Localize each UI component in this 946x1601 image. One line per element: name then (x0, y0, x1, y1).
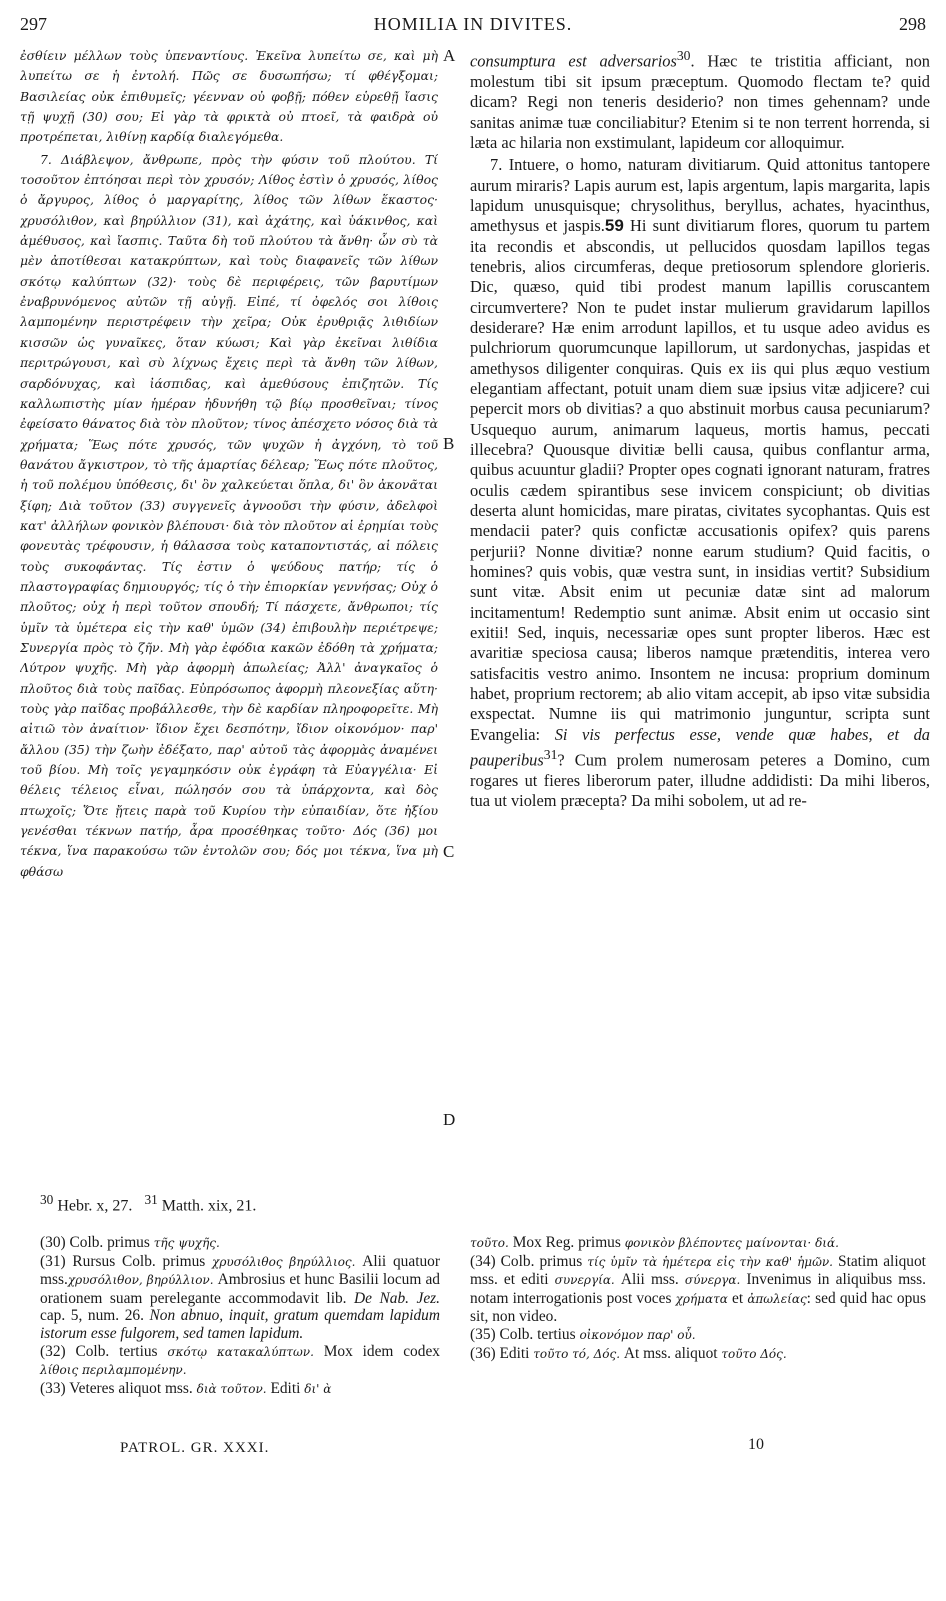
footnote-ref-31: 31 (543, 747, 558, 763)
latin-quote-2: Si vis perfectus esse, vende quæ habes, et da pauperibus (470, 724, 930, 770)
footnote-31-number: 31 (144, 1192, 158, 1207)
sheet-number: 10 (748, 1436, 764, 1453)
note-32: (32) Colb. tertius σκότῳ κατακαλύπτων. Mox idem codex λίθοις περιλαμπομένην. (40, 1342, 440, 1378)
scripture-footnotes (40, 1192, 440, 1215)
running-title: HOMILIA IN DIVITES. (373, 14, 573, 34)
note-36: (36) Editi τοῦτο τό, Δός. At mss. aliquot τοῦτο Δός. (470, 1344, 787, 1362)
latin-column (470, 46, 930, 1178)
latin-text-2b: Hi sunt divitiarum flores, quorum tu partem ita recondis et abscondis, ut pellucidos quosdam lapillos tegas tenebris, alios circumferas, deque pretiosorum splendore glorieris. Dic, quæso, quid tibi prodest manum lapillis coruscantem circumvertere? Non te pudet instar mulierum gravidarum lapillos desiderare? Hæ enim arrodunt lapillos, et tu usque adeo avidus es pulchriorum quorumcunque lapillorum, ut sardonychas, jaspidas et amethysos diligenter conquiras. Quis ex iis qui plus æquo vestium elegantiam affectant, potuit unam diem suæ ipsius vitæ adjicere? cui pepercit mors ob divitias? a quo abstinuit morbus causa pecuniarum? Usquequo aurum, animarum laqueus, mortis hamus, peccati illecebra? Quousque divitiæ belli causa, quibus conflantur arma, quibus acuuntur gladii? Propter opes cognati ignorant naturam, fratres oculis cædem spirantibus sese invicem conspiciunt; ob divitias deserta alunt homicidas, mare piratas, civitates sycophantas. Quis est mendacii pater? quis confictæ accusationis opifex? quis parens perjurii? Nonne divitiæ? nonne earum studium? Quid facitis, o homines? quis vobis, quæ vestra sunt, in insidias vertit? Subsidium sunt vitæ. Absit enim ut pecuniæ datæ sint ad malorum incitamentum! Redemptio sunt animæ. Absit enim ut occasio sint exitii! Sed, inquis, necessariæ opes sunt propter liberos. Hæc est avaritiæ speciosa causa; liberos namque prætenditis, interea vero satisfacitis vestro animo. Insontem ne incusa: proprium dominum habet, proprium rectorem; ab alio vitam accepit, ab ipso vitæ subsidia exspectat. Numne iis qui matrimonio junguntur, scripta sunt Evangelia: (470, 216, 930, 744)
footnote-30-number: 30 (40, 1192, 54, 1207)
note-34: (34) Colb. primus τίς ὑμῖν τὰ ἡμέτερα εἰς τὴν καθ' ἡμῶν. Statim aliquot mss. et editi συνεργία. Alii mss. σύνεργα. Invenimus in aliquibus mss. notam interrogationis post voces χρήματα et ἀπωλείας: sed quid hac opus sit, non video. (470, 1252, 926, 1326)
critical-notes-right (470, 1234, 926, 1363)
greek-column (20, 46, 438, 1178)
margin-letter-b: B (443, 434, 455, 453)
latin-paragraph-2 (470, 155, 930, 811)
latin-quote-1: consumptura est adversarios (470, 51, 677, 71)
note-35: (35) Colb. tertius οἰκονόμον παρ' οὗ. (470, 1325, 696, 1343)
note-33-cont: τοῦτο. Mox Reg. primus φονικὸν βλέποντες μαίνονται· διά. (470, 1234, 839, 1251)
note-31: (31) Rursus Colb. primus χρυσόλιθος βηρύλλιος. Alii quatuor mss.χρυσόλιθον, βηρύλλιον. Ambrosius et hunc Basilii locum ad orationem suam perelegante accommodavit lib. De Nab. Jez. cap. 5, num. 26. Non abnuo, inquit, gratum quemdam lapidum istorum esse fulgorem, sed tamen lapidum. (40, 1252, 440, 1342)
greek-paragraph-2: 7. Διάβλεψον, ἄνθρωπε, πρὸς τὴν φύσιν τοῦ πλούτου. Τί τοσοῦτον ἐπτόησαι περὶ τὸν χρυσόν; Λίθος ἐστὶν ὁ χρυσός, λίθος ὁ ἄργυρος, λίθος ὁ μαργαρίτης, λίθος τῶν λίθων ἕκαστος· χρυσόλιθον, καὶ βηρύλλιον (31), καὶ ἀχάτης, καὶ ὑάκινθος, καὶ ἀμέθυσος, καὶ ἴασπις. Ταῦτα δὴ τοῦ πλούτου τὰ ἄνθη· ὧν σὺ τὰ μὲν ἀποτίθεσαι κατακρύπτων, καὶ τοὺς διαφανεῖς τῶν λίθων σκότῳ καλύπτων (32)· τοὺς δὲ περιφέρεις, τῶν βαρυτίμων ἐναβρυνόμενος αὐτῶν τῇ αὐγῇ. Εἰπέ, τί ὀφελός σοι λίθοις λαμπομένην περιστρέφειν τὴν χεῖρα; Οὐκ ἐρυθριᾷς λιθιδίων κισσῶν ὡς γυναῖκες, ὅταν κύωσι; Καὶ γὰρ ἐκεῖναι λιθίδια περιτρώγουσι, καὶ σὺ λίχνως ἔχεις περὶ τὰ ἄνθη τῶν λίθων, σαρδόνυχας, καὶ ἰάσπιδας, καὶ ἀμεθύσους ἐπιζητῶν. Τίς καλλωπιστὴς μίαν ἡμέραν ἠδυνήθη τῷ βίῳ προσθεῖναι; τίνος ἐφείσατο θάνατος διὰ τὸν πλοῦτον; τίνος ἀπέσχετο νόσος διὰ τὰ χρήματα; Ἕως πότε χρυσός, τῶν ψυχῶν ἡ ἀγχόνη, τὸ τοῦ θανάτου ἄγκιστρον, τὸ τῆς ἁμαρτίας δέλεαρ; Ἕως πότε πλοῦτος, ἡ τοῦ πολέμου ὑπόθεσις, δι' ὃν χαλκεύεται ὅπλα, δι' ὃν ἀκονᾶται ξίφη; Διὰ τοῦτον (33) συγγενεῖς ἀγνοοῦσι τὴν φύσιν, ἀδελφοὶ κατ' ἀλλήλων φονικὸν βλέπουσι· διὰ τὸν πλοῦτον αἱ ἐρημίαι τοὺς φονευτὰς τρέφουσιν, ἡ θάλασσα τοὺς καταποντιστάς, αἱ πόλεις τοὺς συκοφάντας. Τίς ἐστιν ὁ ψεύδους πατήρ; τίς ὁ πλαστογραφίας δημιουργός; τίς ὁ τὴν ἐπιορκίαν γεννήσας; Οὐχ ὁ πλοῦτος; οὐχ ἡ περὶ τοῦτον σπουδή; Τί πάσχετε, ἄνθρωποι; τίς ὑμῖν τὰ ὑμέτερα εἰς τὴν καθ' ὑμῶν (34) ἐπιβουλὴν περιέτρεψε; Συνεργία πρὸς τὸ ζῆν. Μὴ γὰρ ἐφόδια κακῶν ἐδόθη τὰ χρήματα; Λύτρον ψυχῆς. Μὴ γὰρ ἀφορμὴ ἀπωλείας; Ἀλλ' ἀναγκαῖος ὁ πλοῦτος διὰ τοὺς παῖδας. Εὐπρόσωπος ἀφορμὴ πλεονεξίας αὕτη· τοὺς γὰρ παῖδας προβάλλεσθε, τὴν δὲ καρδίαν πληροφορεῖτε. Μὴ αἰτιῶ τὸν ἀναίτιον· ἴδιον ἔχει δεσπότην, ἴδιον οἰκονόμον· παρ' ἄλλου (35) τὴν ζωὴν ἐδέξατο, παρ' αὐτοῦ τὰς ἀφορμὰς ἀναμένει τοῦ βίου. Μὴ τοῖς γεγαμηκόσιν οὐκ ἐγράφη τὰ Εὐαγγέλια· Εἰ θέλεις τέλειος εἶναι, πώλησόν σου τὰ ὑπάρχοντα, καὶ δὸς πτωχοῖς; Ὅτε ᾔτεις παρὰ τοῦ Κυρίου τὴν εὐπαιδίαν, ὅτε ἠξίου γενέσθαι τέκνων πατήρ, ἆρα προσέθηκας τοῦτο· Δός (36) μοι τέκνα, ἵνα παρακούσω τῶν ἐντολῶν σου; δός μοι τέκνα, ἵνα μὴ φθάσω (20, 151, 438, 879)
footnote-31-text: Matth. xix, 21. (161, 1197, 257, 1215)
running-header (20, 14, 926, 38)
page-number-right: 298 (899, 14, 926, 34)
footnote-30-text: Hebr. x, 27. (57, 1197, 133, 1215)
latin-text-2a: 7. Intuere, o homo, naturam divitiarum. Quid attonitus tantopere aurum miraris? Lapis aurum est, lapis argentum, lapis margarita, lapis lapidum unusquisque; chrysolithus, beryllus, achates, hyacinthus, amethysus et jaspis. (470, 155, 930, 236)
footnote-ref-30: 30 (676, 48, 691, 63)
printer-signature: PATROL. GR. XXXI. (120, 1440, 270, 1456)
margin-letter-c: C (443, 842, 455, 861)
latin-text-1: . Hæc te tristitia afficiant, non molestum tibi sit ipsum præceptum. Quomodo flectam te? quid dicam? Regi non teneris desiderio? non times gehennam? unde sanitas animæ tuæ conciliabitur? Etenim si te non terrent horrenda, si læta ac hilaria non exstimulant, lapideum cor alloquimur. (470, 51, 930, 152)
latin-text-2c: ? Cum prolem numerosam peteres a Domino, cum rogares ut fieres liberorum pater, illudne addidisti: Da mihi liberos, tua ut violem præcepta? Da mihi sobolem, ut ad re- (470, 750, 930, 811)
margin-letter-a: A (443, 46, 456, 65)
section-number: 59 (604, 216, 624, 236)
latin-paragraph-1 (470, 46, 930, 153)
margin-letter-d: D (443, 1110, 456, 1129)
note-33: (33) Veteres aliquot mss. διὰ τοῦτον. Editi δι' ὰ (40, 1379, 332, 1397)
critical-notes-left (40, 1234, 440, 1398)
page-number-left: 297 (20, 14, 47, 34)
note-30: (30) Colb. primus τῆς ψυχῆς. (40, 1234, 220, 1251)
greek-paragraph-1: ἐσθίειν μέλλων τοὺς ὑπεναντίους. Ἐκεῖνα λυπείτω σε, καὶ μὴ λυπείτω σε ἡ ἐντολή. Πῶς σε δυσωπήσω; τί φθέγξομαι; Βασιλείας οὐκ ἐπιθυμεῖς; γέενναν οὐ φοβῇ; πόθεν εὑρεθῇ ἴασις τῇ ψυχῇ (30) σου; Εἰ γὰρ τὰ φρικτὰ οὐ πτοεῖ, τὰ φαιδρὰ οὐ προτρέπεται, λιθίνῃ καρδίᾳ διαλεγόμεθα. (20, 48, 438, 145)
